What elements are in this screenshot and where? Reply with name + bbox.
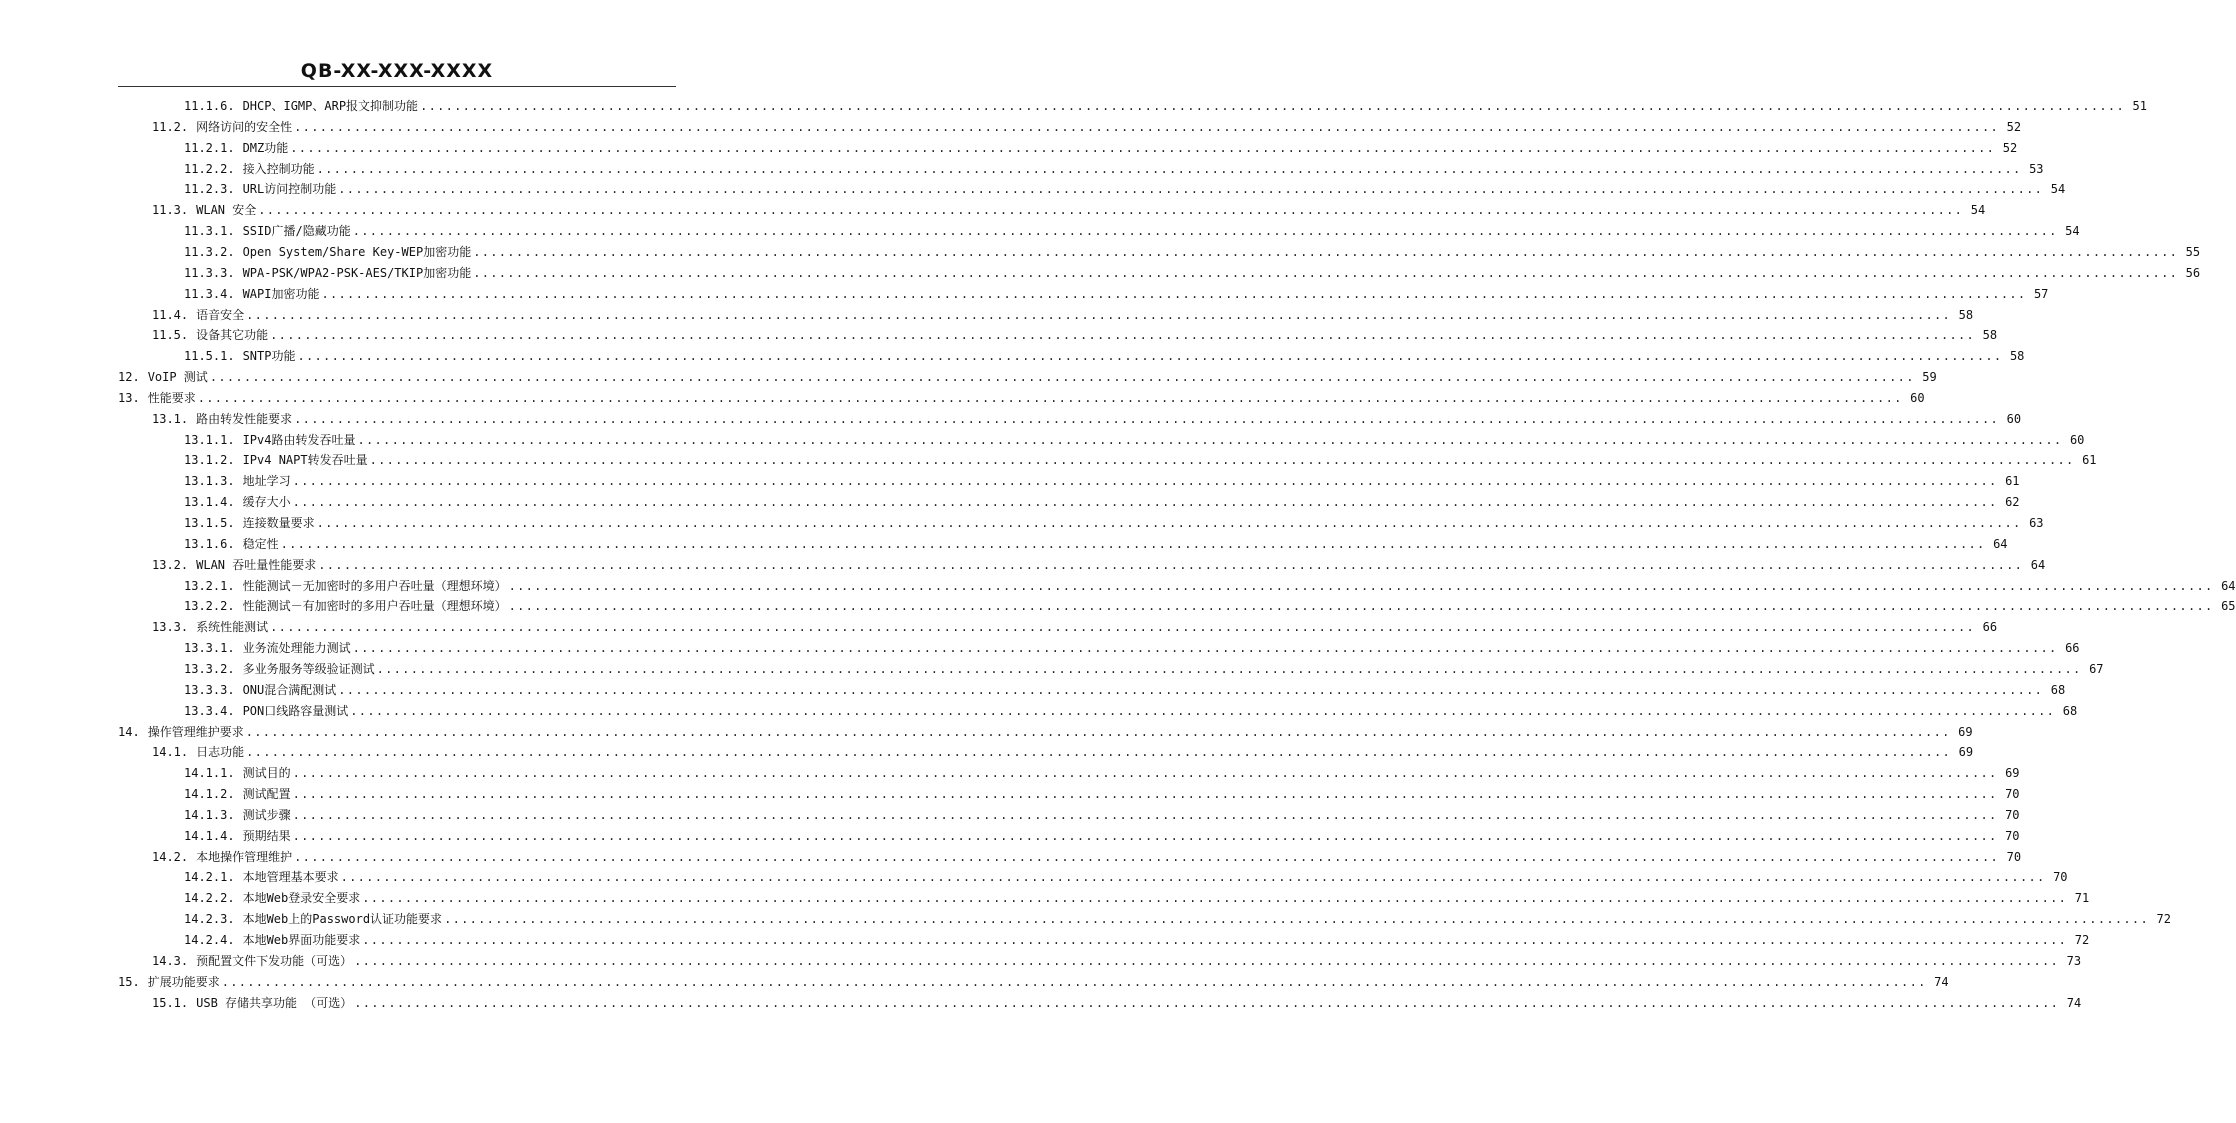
toc-entry-page-number: 70 [2053,870,2068,885]
toc-entry-title: 扩展功能要求 [147,974,220,989]
toc-entry-number: 14.1.3. [184,807,235,822]
toc-entry-number: 14. [118,724,140,739]
toc-entry-number: 15. [118,974,140,989]
toc-entry-page-number: 72 [2156,912,2171,927]
toc-entry[interactable] [184,826,2020,847]
toc-entry-title: Open System/Share Key-WEP加密功能 [242,244,472,259]
toc-entry[interactable] [152,951,2082,972]
toc-entry[interactable] [152,993,2082,1014]
toc-dot-leader: ........................................................................................................................................................................................................ [280,536,1986,551]
toc-entry-page-number: 70 [2005,828,2020,843]
toc-entry-number: 13.2.2. [184,599,235,614]
toc-entry-page-number: 64 [2221,578,2236,593]
toc-entry[interactable] [184,805,2020,826]
toc-entry[interactable] [184,96,2147,117]
toc-entry-number: 13.3.4. [184,703,235,718]
toc-dot-leader: ........................................................................................................................................................................................................ [270,620,1976,635]
toc-dot-leader: ........................................................................................................................................................................................................ [508,599,2214,614]
toc-entry-number: 13.1. [152,411,189,426]
toc-entry-title: ONU混合满配测试 [242,682,337,697]
toc-entry-number: 13.2. [152,557,189,572]
toc-entry[interactable] [184,680,2066,701]
toc-dot-leader: ........................................................................................................................................................................................................ [197,390,1903,405]
page-header [118,56,676,87]
toc-dot-leader: ........................................................................................................................................................................................................ [350,703,2056,718]
toc-entry-number: 13.1.5. [184,516,235,530]
toc-entry-page-number: 61 [2082,453,2097,468]
toc-dot-leader: ........................................................................................................................................................................................................ [369,453,2075,468]
toc-entry-page-number: 51 [2132,99,2147,113]
toc-entry-number: 11.1.6. [184,99,235,113]
toc-dot-leader: ........................................................................................................................................................................................................ [340,870,2046,885]
toc-dot-leader: ........................................................................................................................................................................................................ [292,807,1998,822]
toc-entry[interactable] [152,305,1974,326]
toc-entry-number: 14.1.2. [184,787,235,802]
toc-dot-leader: ........................................................................................................................................................................................................ [362,933,2068,947]
toc-entry-title: 网络访问的安全性 [196,119,293,134]
toc-entry-number: 13.1.2. [184,453,235,468]
toc-entry[interactable] [184,179,2066,200]
toc-entry-page-number: 71 [2074,891,2090,906]
toc-entry-title: DHCP、IGMP、ARP报文抑制功能 [242,99,419,113]
toc-entry-number: 12. [118,370,140,385]
toc-entry[interactable] [184,763,2020,784]
toc-entry-number: 11.5. [152,328,189,343]
toc-entry-title: 性能测试－无加密时的多用户吞吐量（理想环境） [242,578,507,593]
toc-dot-leader: ........................................................................................................................................................................................................ [338,682,2044,697]
toc-dot-leader: ........................................................................................................................................................................................................ [292,495,1998,510]
toc-entry-number: 11.2.2. [184,161,235,176]
toc-entry-title: 测试步骤 [242,807,291,822]
toc-entry-page-number: 55 [2185,244,2201,259]
toc-entry-page-number: 59 [1922,370,1937,385]
toc-entry-number: 11.2.1. [184,140,235,155]
toc-dot-leader: ........................................................................................................................................................................................................ [294,119,2000,134]
toc-dot-leader: ........................................................................................................................................................................................................ [352,641,2058,656]
toc-entry-title: 设备其它功能 [196,328,269,343]
toc-entry[interactable] [184,909,2171,930]
toc-dot-leader: ........................................................................................................................................................................................................ [258,203,1964,218]
toc-entry-page-number: 62 [2005,495,2020,510]
toc-entry-number: 13. [118,390,140,405]
toc-entry[interactable] [118,367,1937,388]
toc-dot-leader: ........................................................................................................................................................................................................ [292,828,1998,843]
toc-entry[interactable] [184,346,2025,367]
toc-entry[interactable] [184,263,2201,284]
toc-entry-page-number: 60 [2006,411,2022,426]
toc-entry[interactable] [184,159,2044,180]
toc-entry[interactable] [184,450,2097,471]
toc-entry[interactable] [152,117,2022,138]
toc-dot-leader: ........................................................................................................................................................................................................ [473,244,2179,259]
toc-entry-title: DMZ功能 [242,140,289,155]
toc-entry-number: 11.3.2. [184,244,235,259]
toc-entry-number: 14.1. [152,745,189,760]
toc-entry-title: SNTP功能 [242,349,296,364]
toc-entry-number: 13.3. [152,620,189,635]
toc-entry[interactable] [184,867,2068,888]
toc-entry-number: 11.3. [152,203,189,218]
toc-entry-page-number: 63 [2029,516,2044,530]
toc-entry-number: 14.1.4. [184,828,235,843]
toc-entry-page-number: 58 [2009,349,2025,364]
toc-entry-page-number: 65 [2221,599,2236,614]
toc-entry-number: 13.1.1. [184,432,235,447]
toc-dot-leader: ........................................................................................................................................................................................................ [357,432,2063,447]
toc-entry-page-number: 60 [1910,390,1925,405]
toc-entry[interactable] [152,409,2022,430]
toc-entry-title: 预期结果 [242,828,291,843]
toc-entry-number: 13.3.3. [184,682,235,697]
toc-entry-title: 性能测试－有加密时的多用户吞吐量（理想环境） [242,599,507,614]
toc-entry-page-number: 66 [2065,641,2080,656]
toc-entry-number: 13.1.3. [184,474,235,489]
toc-entry-page-number: 73 [2066,953,2082,968]
toc-entry[interactable] [184,596,2236,617]
toc-entry[interactable] [152,555,2046,576]
toc-entry-number: 11.5.1. [184,349,235,364]
toc-entry-title: WLAN 吞吐量性能要求 [196,557,317,572]
toc-entry-page-number: 67 [2089,661,2104,676]
toc-entry-number: 14.2.4. [184,933,235,947]
toc-entry-number: 14.2.2. [184,891,235,906]
toc-entry-title: URL访问控制功能 [242,182,337,197]
toc-entry-title: 测试目的 [242,766,291,781]
toc-dot-leader: ........................................................................................................................................................................................................ [246,745,1952,760]
toc-dot-leader: ........................................................................................................................................................................................................ [246,307,1952,322]
toc-entry-number: 11.3.4. [184,286,235,301]
toc-dot-leader: ........................................................................................................................................................................................................ [294,849,2000,864]
toc-dot-leader: ........................................................................................................................................................................................................ [321,286,2027,301]
toc-entry-title: USB 存储共享功能 （可选） [196,995,353,1010]
toc-entry-title: 本地Web登录安全要求 [242,891,361,906]
toc-entry[interactable] [184,888,2090,909]
toc-entry-page-number: 56 [2185,265,2201,280]
toc-entry-title: 业务流处理能力测试 [242,641,351,656]
toc-entry-title: 本地Web界面功能要求 [242,933,361,947]
toc-entry-page-number: 58 [1982,328,1998,343]
toc-entry-page-number: 52 [2002,140,2018,155]
toc-entry[interactable] [184,638,2080,659]
toc-entry-title: 连接数量要求 [242,516,315,530]
toc-dot-leader: ........................................................................................................................................................................................................ [292,474,1998,489]
toc-entry-page-number: 72 [2074,933,2090,947]
toc-entry-page-number: 70 [2005,787,2020,802]
toc-dot-leader: ........................................................................................................................................................................................................ [362,891,2068,906]
toc-entry-page-number: 54 [2050,182,2066,197]
toc-entry-title: 系统性能测试 [196,620,269,635]
toc-dot-leader: ........................................................................................................................................................................................................ [354,953,2060,968]
toc-entry-number: 13.1.4. [184,495,235,510]
document-code: QB-XX-XXX-XXXX [300,60,494,82]
toc-entry-number: 11.3.1. [184,224,235,239]
toc-entry[interactable] [184,492,2020,513]
toc-entry-number: 13.1.6. [184,536,235,551]
toc-entry-page-number: 74 [2066,995,2082,1010]
toc-entry[interactable] [184,701,2078,722]
toc-entry-page-number: 68 [2050,682,2066,697]
toc-dot-leader: ........................................................................................................................................................................................................ [270,328,1976,343]
toc-entry-page-number: 52 [2006,119,2022,134]
toc-entry-number: 13.3.2. [184,661,235,676]
toc-dot-leader: ........................................................................................................................................................................................................ [294,411,2000,426]
toc-entry-number: 13.2.1. [184,578,235,593]
toc-entry-title: 语音安全 [196,307,245,322]
toc-entry-title: 多业务服务等级验证测试 [242,661,375,676]
toc-entry[interactable] [152,200,1986,221]
toc-entry-number: 14.2.3. [184,912,235,927]
toc-dot-leader: ........................................................................................................................................................................................................ [245,724,1951,739]
toc-entry[interactable] [152,617,1998,638]
toc-dot-leader: ........................................................................................................................................................................................................ [316,516,2022,530]
toc-entry[interactable] [184,242,2201,263]
toc-entry-title: VoIP 测试 [147,370,208,385]
toc-entry-number: 11.3.3. [184,265,235,280]
toc-entry-page-number: 70 [2005,807,2020,822]
toc-entry[interactable] [184,138,2018,159]
toc-entry[interactable] [152,325,1998,346]
toc-entry-title: WLAN 安全 [196,203,257,218]
toc-entry[interactable] [184,513,2044,534]
toc-dot-leader: ........................................................................................................................................................................................................ [444,912,2149,927]
toc-entry[interactable] [184,576,2236,597]
toc-entry-page-number: 74 [1934,974,1949,989]
toc-entry-title: 性能要求 [147,390,196,405]
toc-entry-page-number: 69 [2005,766,2020,781]
toc-entry-page-number: 53 [2029,161,2044,176]
toc-entry-number: 14.2.1. [184,870,235,885]
toc-entry-title: 预配置文件下发功能（可选） [196,953,353,968]
toc-dot-leader: ........................................................................................................................................................................................................ [316,161,2022,176]
toc-dot-leader: ........................................................................................................................................................................................................ [221,974,1927,989]
toc-entry-title: 缓存大小 [242,495,291,510]
toc-dot-leader: ........................................................................................................................................................................................................ [338,182,2044,197]
toc-entry-number: 11.4. [152,307,189,322]
toc-entry-page-number: 64 [2030,557,2046,572]
toc-entry-page-number: 54 [1970,203,1986,218]
toc-entry[interactable] [184,784,2020,805]
toc-entry-title: 本地操作管理维护 [196,849,293,864]
toc-entry-title: SSID广播/隐藏功能 [242,224,351,239]
toc-entry[interactable] [118,388,1925,409]
toc-entry[interactable] [184,221,2080,242]
toc-entry[interactable] [184,659,2104,680]
toc-dot-leader: ........................................................................................................................................................................................................ [420,99,2125,113]
toc-entry-number: 11.2.3. [184,182,235,197]
toc-dot-leader: ........................................................................................................................................................................................................ [297,349,2003,364]
toc-entry-title: PON口线路容量测试 [242,703,349,718]
toc-dot-leader: ........................................................................................................................................................................................................ [376,661,2082,676]
toc-entry-number: 11.2. [152,119,189,134]
toc-entry-page-number: 69 [1958,724,1973,739]
toc-entry-title: IPv4路由转发吞吐量 [242,432,356,447]
toc-entry[interactable] [118,972,1949,993]
toc-entry-page-number: 54 [2065,224,2080,239]
toc-entry-number: 14.3. [152,953,189,968]
toc-entry-title: WAPI加密功能 [242,286,320,301]
toc-entry-title: 操作管理维护要求 [147,724,244,739]
toc-entry[interactable] [184,930,2090,951]
toc-dot-leader: ........................................................................................................................................................................................................ [292,787,1998,802]
toc-entry-number: 13.3.1. [184,641,235,656]
toc-entry-title: 路由转发性能要求 [196,411,293,426]
toc-entry-number: 14.1.1. [184,766,235,781]
toc-entry-title: 日志功能 [196,745,245,760]
toc-entry-title: 本地管理基本要求 [242,870,339,885]
toc-entry[interactable] [152,847,2022,868]
toc-entry-page-number: 70 [2006,849,2022,864]
toc-entry-page-number: 58 [1958,307,1974,322]
toc-entry[interactable] [152,742,1974,763]
toc-dot-leader: ........................................................................................................................................................................................................ [292,766,1998,781]
toc-entry-title: 地址学习 [242,474,291,489]
toc-dot-leader: ........................................................................................................................................................................................................ [473,265,2179,280]
toc-entry-page-number: 64 [1993,536,2008,551]
toc-dot-leader: ........................................................................................................................................................................................................ [354,995,2060,1010]
toc-entry-page-number: 57 [2033,286,2049,301]
toc-entry-title: 本地Web上的Password认证功能要求 [242,912,443,927]
toc-entry-number: 14.2. [152,849,189,864]
toc-dot-leader: ........................................................................................................................................................................................................ [352,224,2058,239]
toc-entry-page-number: 66 [1982,620,1998,635]
toc-entry-title: 测试配置 [242,787,291,802]
toc-entry-title: IPv4 NAPT转发吞吐量 [242,453,368,468]
toc-entry-page-number: 61 [2005,474,2020,489]
toc-entry[interactable] [184,430,2085,451]
toc-entry-page-number: 60 [2069,432,2085,447]
toc-entry-page-number: 69 [1958,745,1974,760]
toc-dot-leader: ........................................................................................................................................................................................................ [508,578,2214,593]
toc-dot-leader: ........................................................................................................................................................................................................ [290,140,1996,155]
toc-entry-number: 15.1. [152,995,189,1010]
toc-entry[interactable] [184,284,2049,305]
toc-dot-leader: ........................................................................................................................................................................................................ [209,370,1915,385]
toc-entry-title: 稳定性 [242,536,279,551]
toc-entry-title: WPA-PSK/WPA2-PSK-AES/TKIP加密功能 [242,265,472,280]
toc-entry[interactable] [184,471,2020,492]
toc-entry-page-number: 68 [2062,703,2078,718]
toc-entry-title: 接入控制功能 [242,161,315,176]
toc-dot-leader: ........................................................................................................................................................................................................ [318,557,2024,572]
toc-entry[interactable] [118,722,1973,743]
toc-entry[interactable] [184,534,2008,555]
